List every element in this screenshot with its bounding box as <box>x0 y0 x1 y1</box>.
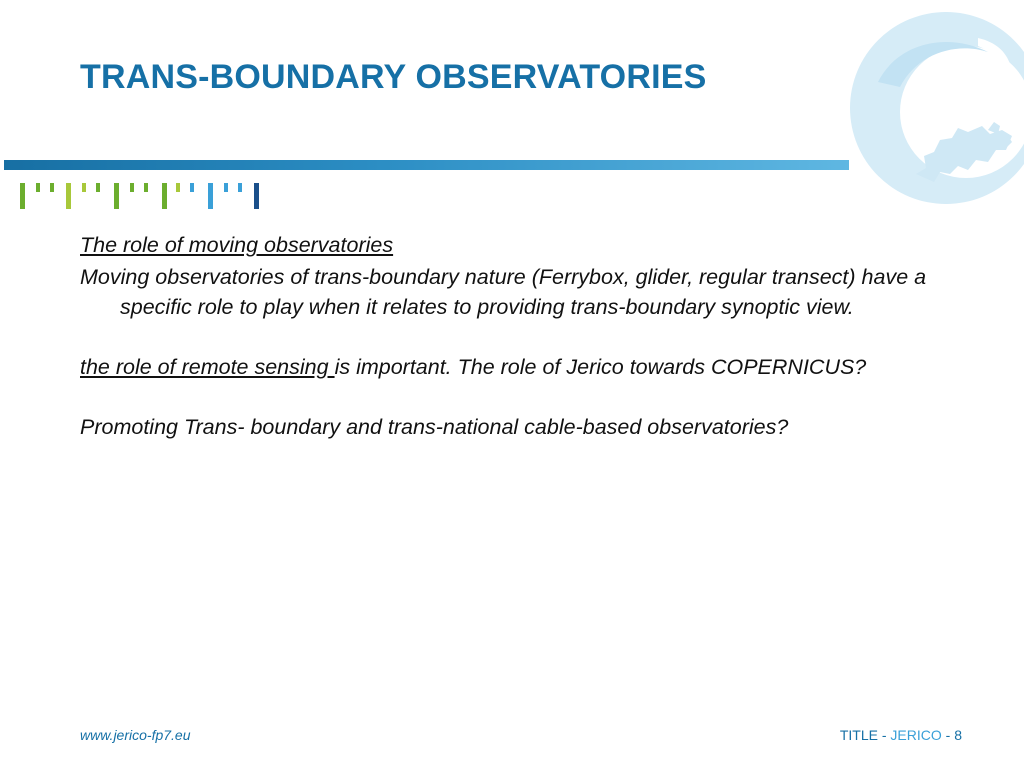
footer-page-info <box>840 727 962 743</box>
remote-sensing-paragraph <box>80 352 960 382</box>
remote-sensing-underlined: the role of remote sensing <box>80 355 335 379</box>
jerico-logo-icon <box>838 12 1024 212</box>
remote-sensing-rest: is important. The role of Jerico towards COPERNICUS? <box>334 355 867 379</box>
section-heading <box>80 230 960 260</box>
moving-observatories-paragraph: Moving observatories of trans-boundary nature (Ferrybox, glider, regular transect) have a specific role to play when it relates to providing trans-boundary synoptic view. <box>80 265 927 319</box>
slide-title: TRANS-BOUNDARY OBSERVATORIES <box>80 58 707 96</box>
footer-separator: - <box>941 727 955 743</box>
footer-project-name: JERICO <box>890 727 942 743</box>
footer-url[interactable]: www.jerico-fp7.eu <box>80 727 191 743</box>
cable-observatories-paragraph: Promoting Trans- boundary and trans-national cable-based observatories? <box>80 415 789 439</box>
footer-page-number: 8 <box>954 727 962 743</box>
title-underline-bar <box>4 160 849 170</box>
footer-separator: - <box>877 727 891 743</box>
slide-body <box>80 230 960 442</box>
decorative-ticks-icon <box>18 181 268 211</box>
footer-title-label: TITLE <box>839 727 878 743</box>
moving-observatories-heading: The role of moving observatories <box>80 233 394 257</box>
